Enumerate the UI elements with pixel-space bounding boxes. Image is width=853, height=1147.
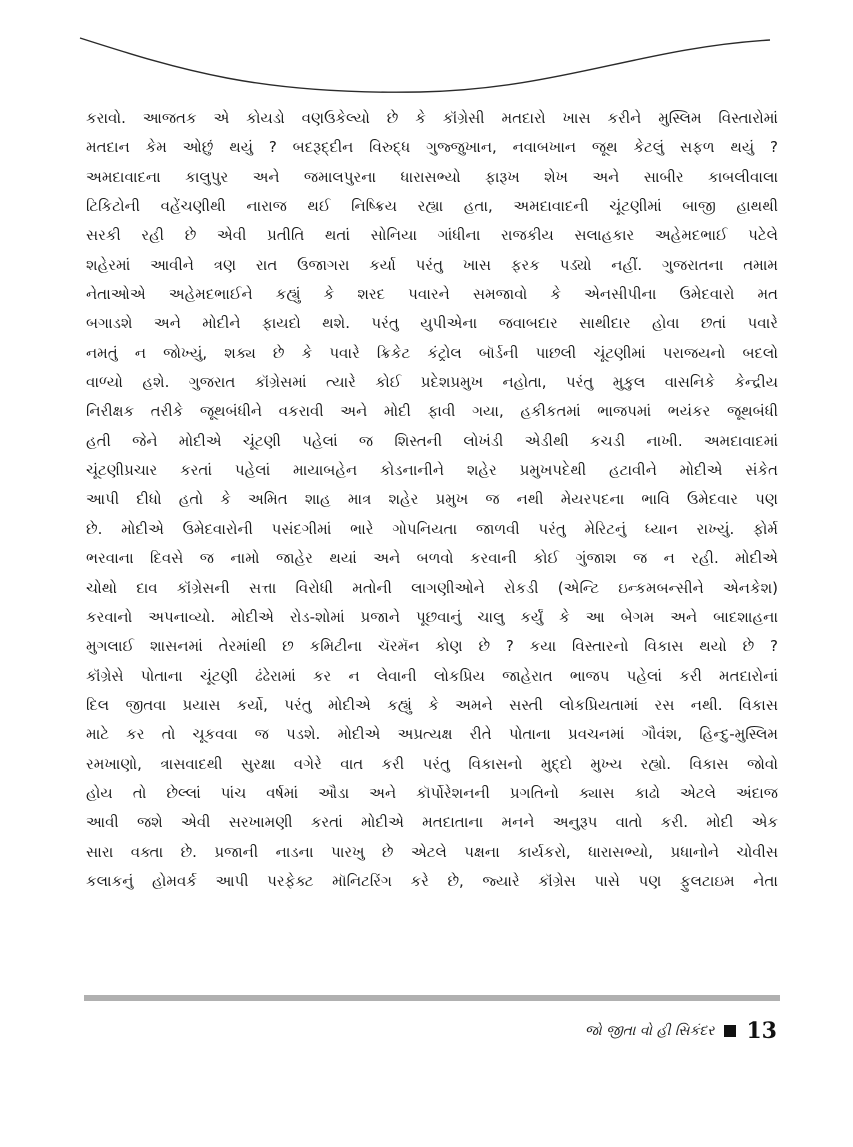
book-title: જો જીતા વો હી સિકંદર xyxy=(584,1023,715,1039)
text-line: ટિકિટોની વહેંચણીથી નારાજ થઈ નિષ્ક્રિય રહ્યા હતા, અમદાવાદની ચૂંટણીમાં બાજી હાથથી xyxy=(86,197,778,216)
body-paragraph xyxy=(86,104,778,896)
text-line: કરાવો. આજતક એ કોયડો વણઉકેલ્યો છે કે કૉંગ્રેસી મતદારો ખાસ કરીને મુસ્લિમ વિસ્તારોમાં xyxy=(86,109,778,127)
square-bullet-icon xyxy=(724,1025,736,1037)
text-line: શહેરમાં આવીને ત્રણ રાત ઉજાગરા કર્યા પરંતુ ખાસ ફરક પડ્યો નહીં. ગુજરાતના તમામ xyxy=(86,255,778,274)
text-line: આપી દીધો હતો કે અમિત શાહ માત્ર શહેર પ્રમુખ જ નથી મેયરપદના ભાવિ ઉમેદવાર પણ xyxy=(86,490,778,509)
text-line: નિરીક્ષક તરીકે જૂથબંધીને વકરાવી અને મોદી ફાવી ગયા, હકીકતમાં ભાજપમાં ભયંકર જૂથબંધી xyxy=(86,402,778,421)
text-line: કૉંગ્રેસે પોતાના ચૂંટણી ઢંઢેરામાં કર ન લેવાની લોકપ્રિય જાહેરાત ભાજપ પહેલાં કરી મતદારોનાં xyxy=(86,666,778,685)
text-line: મતદાન કેમ ઓછું થયું ? બદરૂદ્દીન વિરુદ્ધ ગુજ્જુખાન, નવાબખાન જૂથ કેટલું સફળ થયું ? xyxy=(86,138,778,157)
text-line: બગાડશે અને મોદીને ફાયદો થશે. પરંતુ યુપીએના જવાબદાર સાથીદાર હોવા છતાં પવારે xyxy=(86,314,778,333)
text-line: મુગલાઈ શાસનમાં તેરમાંથી છ કમિટીના ચૅરમૅન કોણ છે ? કયા વિસ્તારનો વિકાસ થયો છે ? xyxy=(86,637,778,656)
text-line: સરકી રહી છે એવી પ્રતીતિ થતાં સોનિયા ગાંધીના રાજકીય સલાહકાર અહેમદભાઈ પટેલે xyxy=(86,226,778,245)
text-line: અમદાવાદના કાલુપુર અને જમાલપુરના ધારાસભ્યો ફારૂખ શેખ અને સાબીર કાબલીવાલા xyxy=(86,167,778,186)
text-line: ચૂંટણીપ્રચાર કરતાં પહેલાં માયાબહેન કોડનાનીને શહેર પ્રમુખપદેથી હટાવીને મોદીએ સંકેત xyxy=(86,461,778,480)
text-line: હતી જેને મોદીએ ચૂંટણી પહેલાં જ શિસ્તની લોખંડી એડીથી કચડી નાખી. અમદાવાદમાં xyxy=(86,431,778,450)
decorative-curve xyxy=(0,0,853,110)
text-line: વાળ્યો હશે. ગુજરાત કૉંગ્રેસમાં ત્યારે કોઈ પ્રદેશપ્રમુખ નહોતા, પરંતુ મુકુલ વાસનિકે કેન્દ્રીય xyxy=(86,373,778,392)
text-line: નેતાઓએ અહેમદભાઈને કહ્યું કે શરદ પવારને સમજાવો કે એનસીપીના ઉમેદવારો મત xyxy=(86,285,778,304)
text-line: રમખાણો, ત્રાસવાદથી સુરક્ષા વગેરે વાત કરી પરંતુ વિકાસનો મુદ્દો મુખ્ય રહ્યો. વિકાસ જોવો xyxy=(86,754,778,773)
text-line: કરવાનો અપનાવ્યો. મોદીએ રોડ-શોમાં પ્રજાને પૂછવાનું ચાલુ કર્યું કે આ બેગમ અને બાદશાહના xyxy=(86,607,778,626)
footer-divider xyxy=(84,995,780,1001)
text-line: છે. મોદીએ ઉમેદવારોની પસંદગીમાં ભારે ગોપનિયતા જાળવી પરંતુ મેરિટનું ધ્યાન રાખ્યું. ફોર્મ xyxy=(86,519,778,538)
text-line: હોય તો છેલ્લાં પાંચ વર્ષમાં ઔડા અને કૉર્પોરેશનની પ્રગતિનો ક્યાસ કાઢો એટલે અંદાજ xyxy=(86,783,778,802)
text-line: દિલ જીતવા પ્રયાસ કર્યો, પરંતુ મોદીએ કહ્યું કે અમને સસ્તી લોકપ્રિયતામાં રસ નથી. વિકાસ xyxy=(86,695,778,714)
text-line: આવી જશે એવી સરખામણી કરતાં મોદીએ મતદાતાના મનને અનુરૂપ વાતો કરી. મોદી એક xyxy=(86,813,778,832)
text-line: માટે કર તો ચૂકવવા જ પડશે. મોદીએ અપ્રત્યક્ષ રીતે પોતાના પ્રવચનમાં ગૌવંશ, હિન્દુ-મુસ્લિમ xyxy=(86,725,778,744)
page-number: 13 xyxy=(746,1018,777,1044)
text-line: ચોથો દાવ કૉંગ્રેસની સત્તા વિરોધી મતોની લાગણીઓને રોકડી (એન્ટિ ઇન્કમબન્સીને એનકેશ) xyxy=(86,578,778,597)
text-line: સારા વક્તા છે. પ્રજાની નાડના પારખુ છે એટલે પક્ષના કાર્યકરો, ધારાસભ્યો, પ્રધાનોને ચોવીસ xyxy=(86,842,778,861)
text-line: કલાકનું હોમવર્ક આપી પરફેક્ટ મૉનિટરિંગ કરે છે, જ્યારે કૉંગ્રેસ પાસે પણ ફુલટાઇમ નેતા xyxy=(86,871,778,890)
text-line: ભરવાના દિવસે જ નામો જાહેર થયાં અને બળવો કરવાની કોઈ ગુંજાશ જ ન રહી. મોદીએ xyxy=(86,549,778,568)
page-footer xyxy=(585,1018,777,1044)
text-line: નમતું ન જોખ્યું, શક્ય છે કે પવારે ક્રિકેટ કંટ્રોલ બૉર્ડની પાછલી ચૂંટણીમાં પરાજયનો બદલો xyxy=(86,343,778,362)
